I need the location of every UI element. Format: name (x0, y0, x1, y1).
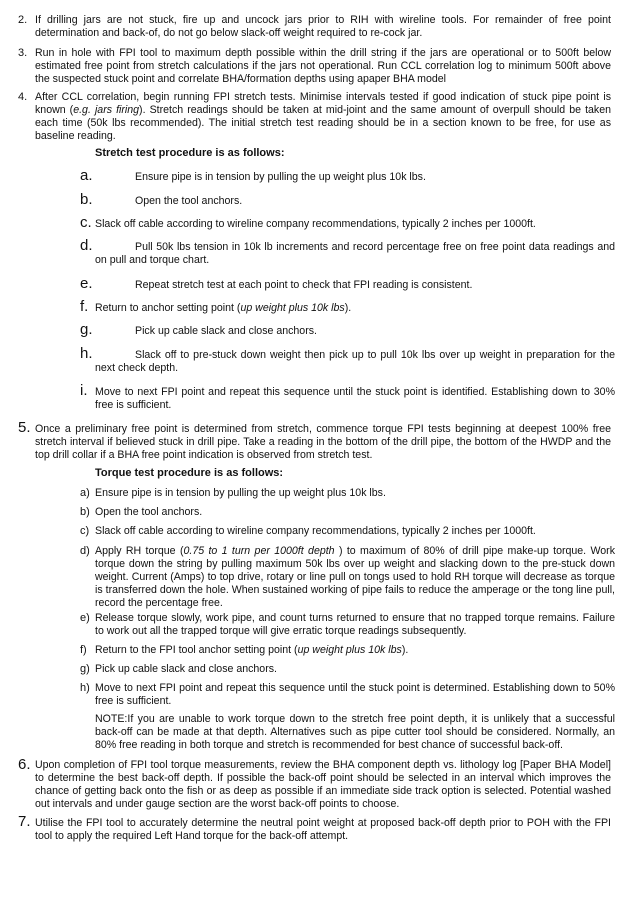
stretch-step-letter: f. (80, 298, 89, 315)
torque-step-letter: c) (80, 525, 90, 537)
item-7-number: 7. (18, 813, 31, 830)
torque-step-letter: f) (80, 644, 87, 656)
item-4-text: After CCL correlation, begin running FPI stretch tests. Minimise intervals tested if good indication of stuck pipe point is known (e.g. jars firing). Stretch readings should be taken at mid-joint and the same amount of overpull should be taken each time (50k lbs recommended). The initial stretch test reading should be in a section known to be free, for use as baseline reading. (35, 91, 611, 142)
stretch-step-letter: a. (80, 167, 93, 184)
torque-step-letter: h) (80, 682, 90, 694)
torque-step-text: Pick up cable slack and close anchors. (95, 663, 277, 675)
torque-step-text: Move to next FPI point and repeat this sequence until the stuck point is determined. Establishing down to 50% free is sufficient. (95, 682, 615, 707)
item-5-text: Once a preliminary free point is determined from stretch, commence torque FPI tests beginning at deepest 100% free stretch interval if believed stuck in drill pipe. Take a reading in the bottom of the drill pipe, the bottom of the HWDP and the top drill collar if a BHA free point indication is observed from stretch test. (35, 423, 611, 461)
torque-step-letter: a) (80, 487, 90, 499)
item-2-text: If drilling jars are not stuck, fire up and uncock jars prior to RIH with wireline tools. For remainder of free point determination and back-of, do not go below slack-off weight required to re-cock jar. (35, 14, 611, 39)
stretch-procedure-heading: Stretch test procedure is as follows: (95, 147, 285, 159)
item-6-number: 6. (18, 756, 31, 773)
item-3-text: Run in hole with FPI tool to maximum depth possible within the drill string if the jars are operational or to 500ft below estimated free point from stretch calculations if the jars not operational. Run CCL correlation log to minimum 500ft above the suspected stuck point and correlate BHA/formation depths using apaper BHA model (35, 47, 611, 85)
stretch-step-letter: c. (80, 214, 92, 231)
stretch-step-text: Repeat stretch test at each point to check that FPI reading is consistent. (135, 279, 473, 291)
stretch-step-text: Slack off to pre-stuck down weight then pick up to pull 10k lbs over up weight in preparation for the next check depth. (95, 349, 615, 374)
item-7-text: Utilise the FPI tool to accurately determine the neutral point weight at proposed back-off depth prior to POH with the FPI tool to apply the required Left Hand torque for the back-off attempt. (35, 817, 611, 842)
stretch-step-letter: e. (80, 275, 93, 292)
torque-step-letter: d) (80, 545, 90, 557)
item-3-number: 3. (18, 47, 28, 59)
torque-step-text: Return to the FPI tool anchor setting point (up weight plus 10k lbs). (95, 644, 409, 656)
torque-step-text: Release torque slowly, work pipe, and count turns returned to ensure that no trapped torque remains. Failure to work out all the trapped torque will give erratic torque readings subsequently. (95, 612, 615, 637)
torque-step-text: Apply RH torque (0.75 to 1 turn per 1000ft depth ) to maximum of 80% of drill pipe make-up torque. Work torque down the string by pulling maximum 50k lbs over up weight and slacking down to the pre-stuck down weight. Current (Amps) to top drive, rotary or line pull on tongs used to hold RH torque will decrease as torque is transferred down the hole. When sustained working of pipe fails to reduce the amperage or the tong line pull, record the percentage free. (95, 545, 615, 609)
stretch-step-text: Slack off cable according to wireline company recommendations, typically 2 inches per 1000ft. (95, 218, 536, 230)
stretch-step-text: Move to next FPI point and repeat this sequence until the stuck point is identified. Establishing down to 30% free is sufficient. (95, 386, 615, 411)
stretch-step-text: Pull 50k lbs tension in 10k lb increments and record percentage free on free point data readings and on pull and torque chart. (95, 241, 615, 266)
torque-step-text: Open the tool anchors. (95, 506, 203, 518)
stretch-step-letter: b. (80, 191, 93, 208)
stretch-step-letter: i. (80, 382, 88, 399)
torque-note: NOTE:If you are unable to work torque down to the stretch free point depth, it is unlikely that a successful back-off can be made at that depth. Alternatives such as pipe cutter tool should be considered. Normally, an 80% free reading in both torque and stretch is recommended for best chance of successful back-off. (95, 713, 615, 751)
item-2-number: 2. (18, 14, 28, 26)
torque-step-letter: e) (80, 612, 90, 624)
stretch-step-text: Open the tool anchors. (135, 195, 243, 207)
item-4-number: 4. (18, 91, 28, 103)
torque-step-text: Slack off cable according to wireline company recommendations, typically 2 inches per 1000ft. (95, 525, 536, 537)
stretch-step-text: Pick up cable slack and close anchors. (135, 325, 317, 337)
stretch-step-text: Return to anchor setting point (up weight plus 10k lbs). (95, 302, 352, 314)
item-5-number: 5. (18, 419, 31, 436)
torque-step-letter: g) (80, 663, 90, 675)
stretch-step-letter: g. (80, 321, 93, 338)
torque-step-letter: b) (80, 506, 90, 518)
stretch-step-text: Ensure pipe is in tension by pulling the up weight plus 10k lbs. (135, 171, 426, 183)
stretch-step-letter: h. (80, 345, 93, 362)
item-6-text: Upon completion of FPI tool torque measurements, review the BHA component depth vs. lithology log [Paper BHA Model] to determine the best back-off depth. If possible the back-off point should be selected in an interval which improves the chance of getting back onto the fish or as deep as possible if an immediate side track option is selected. Potential washed out intervals and under gauge section are the worst back-off points to choose. (35, 759, 611, 810)
torque-step-text: Ensure pipe is in tension by pulling the up weight plus 10k lbs. (95, 487, 386, 499)
torque-procedure-heading: Torque test procedure is as follows: (95, 467, 284, 479)
stretch-step-letter: d. (80, 237, 93, 254)
